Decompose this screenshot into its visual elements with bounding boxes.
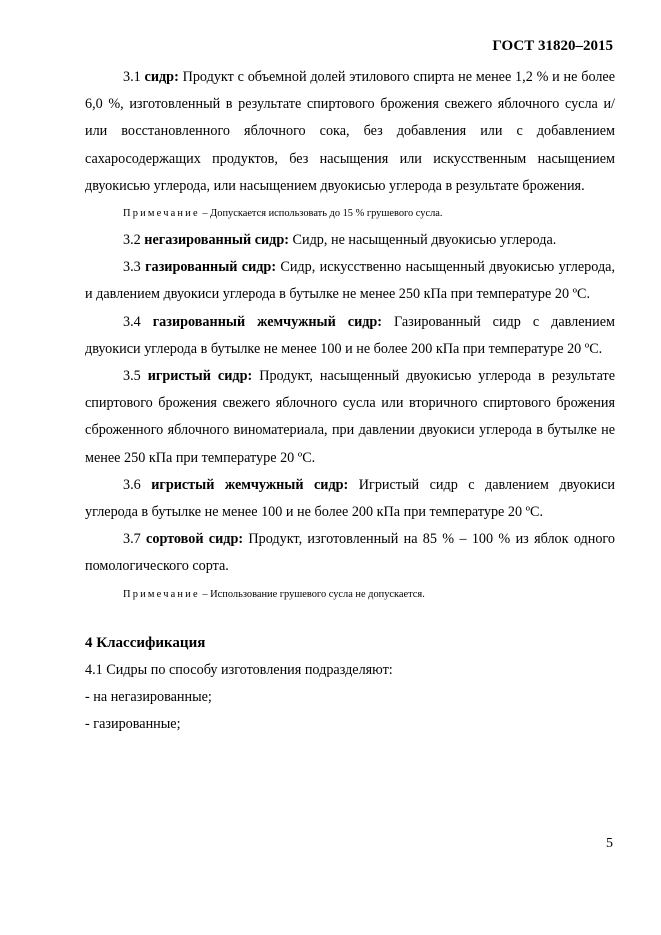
term-name: игристый сидр: <box>147 368 253 385</box>
note-text: – Использование грушевого сусла не допускается. <box>202 588 425 600</box>
list-item: - на негазированные; <box>85 688 212 705</box>
term-3-4 <box>85 309 615 363</box>
term-number: 3.2 <box>123 232 141 249</box>
term-number: 3.6 <box>123 476 141 493</box>
term-definition: Сидр, не насыщенный двуокисью углерода. <box>292 232 557 249</box>
term-definition: Продукт, изготовленный на 85 % – 100 % из яблок одного помологического сорта. <box>85 531 615 575</box>
term-number: 3.1 <box>123 69 141 85</box>
note-text: – Допускается использовать до 15 % грушевого сусла. <box>202 208 443 220</box>
document-body <box>85 64 615 738</box>
term-name: игристый жемчужный сидр: <box>151 476 349 493</box>
term-definition: Сидр, искусственно насыщенный двуокисью углерода, и давлением двуокиси углерода в бутылке не менее 250 кПа при температуре 20 ºС. <box>85 259 616 303</box>
term-name: негазированный сидр: <box>144 232 289 249</box>
document-header: ГОСТ 31820–2015 <box>492 38 613 54</box>
page-number: 5 <box>606 836 613 851</box>
section-title: 4 Классификация <box>85 634 206 651</box>
term-definition: Игристый сидр с давлением двуокиси углерода в бутылке не менее 100 и не более 200 кПа при температуре 20 ºС. <box>85 476 615 521</box>
term-name: сидр: <box>144 69 179 85</box>
term-number: 3.7 <box>123 531 141 548</box>
term-3-5 <box>85 363 615 472</box>
list-item: - газированные; <box>85 716 181 733</box>
term-number: 3.4 <box>123 313 141 330</box>
term-number: 3.3 <box>123 259 141 276</box>
term-3-7 <box>85 526 615 580</box>
note-2 <box>85 581 615 608</box>
note-1 <box>85 200 615 227</box>
note-label: Примечание <box>123 588 200 600</box>
term-3-3 <box>85 254 615 308</box>
term-definition: Продукт с объемной долей этилового спирта не менее 1,2 % и не более 6,0 %, изготовленный в результате спиртового брожения свежего яблочного сусла и/или восстановленного яблочного сока, без добавления или с добавлением сахаросодержащих продуктов, без насыщения или искусственным насыщением двуокисью углерода, или насыщением двуокисью углерода в результате брожения. <box>85 69 616 194</box>
term-name: сортовой сидр: <box>146 531 244 548</box>
section-intro: 4.1 Сидры по способу изготовления подразделяют: <box>85 661 393 678</box>
term-definition: Газированный сидр с давлением двуокиси углерода в бутылке не менее 100 и не более 200 кПа при температуре 20 ºС. <box>85 313 615 357</box>
term-3-1 <box>85 64 615 200</box>
term-3-2 <box>85 227 615 254</box>
term-number: 3.5 <box>123 368 141 385</box>
term-3-6 <box>85 472 615 526</box>
term-definition: Продукт, насыщенный двуокисью углерода в результате спиртового брожения свежего яблочного сусла или вторичного спиртового брожения сброженного яблочного виноматериала, при давлении двуокиси углерода в бутылке не менее 250 кПа при температуре 20 ºС. <box>85 368 615 466</box>
term-name: газированный сидр: <box>145 259 277 276</box>
term-name: газированный жемчужный сидр: <box>152 313 383 330</box>
note-label: Примечание <box>123 208 200 220</box>
